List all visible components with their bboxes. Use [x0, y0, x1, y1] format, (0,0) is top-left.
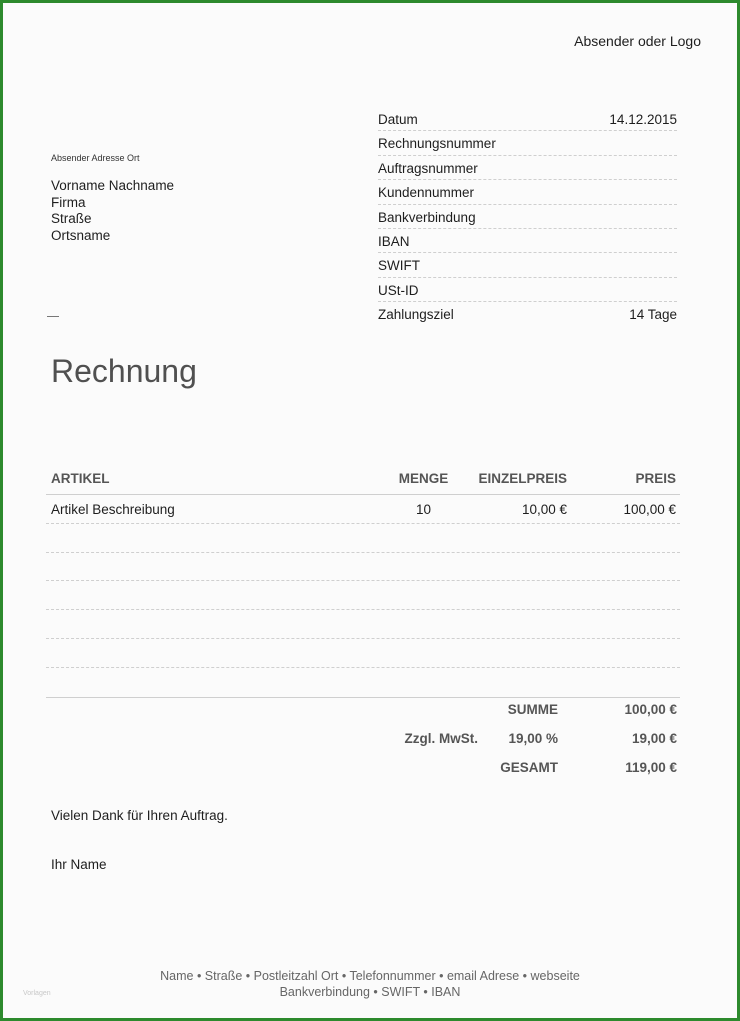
item-article: Artikel Beschreibung — [51, 502, 175, 517]
totals-value: 19,00 € — [631, 731, 677, 746]
invoice-meta-table — [378, 107, 677, 326]
totals-rate: 19,00 % — [508, 731, 558, 746]
totals-label — [378, 695, 478, 724]
table-row — [46, 668, 680, 696]
table-row — [46, 524, 680, 553]
totals-row-total — [378, 753, 680, 782]
table-row — [46, 495, 680, 524]
header-unit-price: EINZELPREIS — [478, 471, 567, 486]
sender-address-line: Absender Adresse Ort — [51, 153, 140, 163]
totals-label: Zzgl. MwSt. — [404, 731, 478, 746]
item-quantity — [386, 553, 461, 581]
header-article: ARTIKEL — [51, 471, 110, 486]
meta-label: USt-ID — [378, 282, 419, 298]
item-unit-price — [461, 553, 571, 581]
recipient-address — [51, 178, 174, 244]
meta-row-date — [378, 107, 677, 131]
meta-label: IBAN — [378, 233, 410, 249]
item-article — [46, 581, 386, 609]
table-row — [46, 553, 680, 582]
signature-name: Ihr Name — [51, 857, 107, 872]
footer-bank-line: Bankverbindung • SWIFT • IBAN — [279, 984, 461, 999]
item-article — [46, 639, 386, 667]
item-price — [571, 581, 680, 609]
meta-label: Rechnungsnummer — [378, 136, 496, 152]
meta-row-bank — [378, 205, 677, 229]
item-quantity — [386, 610, 461, 638]
watermark: Vorlagen — [23, 990, 51, 997]
meta-label: Datum — [378, 112, 418, 127]
totals-block — [378, 695, 680, 782]
table-row — [46, 639, 680, 668]
recipient-street: Straße — [51, 211, 92, 226]
header-quantity: MENGE — [398, 471, 449, 486]
meta-label: SWIFT — [378, 258, 420, 274]
totals-label: SUMME — [507, 702, 558, 717]
totals-value: 100,00 € — [624, 702, 677, 717]
meta-row-swift — [378, 253, 677, 277]
document-title: Rechnung — [51, 353, 197, 389]
item-article — [46, 553, 386, 581]
table-row — [46, 610, 680, 639]
totals-value: 119,00 € — [625, 760, 677, 775]
items-table — [46, 463, 680, 698]
item-price — [571, 524, 680, 552]
items-table-header — [46, 463, 680, 495]
meta-label: Auftragsnummer — [378, 160, 478, 176]
meta-row-order-number — [378, 156, 677, 180]
meta-label: Bankverbindung — [378, 209, 476, 225]
totals-row-sum — [378, 695, 680, 724]
item-unit-price: 10,00 € — [521, 502, 567, 517]
table-row — [46, 581, 680, 610]
item-unit-price — [461, 610, 571, 638]
thank-you-note: Vielen Dank für Ihren Auftrag. — [51, 808, 228, 823]
recipient-name: Vorname Nachname — [51, 178, 175, 193]
fold-mark — [47, 316, 59, 317]
totals-row-vat — [378, 724, 680, 753]
item-price — [571, 639, 680, 667]
item-unit-price — [461, 524, 571, 552]
meta-row-payment-terms — [378, 302, 677, 325]
meta-label: Kundennummer — [378, 185, 475, 201]
meta-row-invoice-number — [378, 131, 677, 155]
item-article — [46, 668, 386, 696]
item-price — [571, 610, 680, 638]
meta-value: 14 Tage — [629, 307, 677, 323]
sender-logo-placeholder: Absender oder Logo — [574, 33, 701, 49]
header-price: PREIS — [635, 471, 676, 486]
item-unit-price — [461, 639, 571, 667]
item-quantity — [386, 639, 461, 667]
item-quantity — [386, 668, 461, 696]
item-quantity — [386, 581, 461, 609]
item-price — [571, 553, 680, 581]
item-quantity: 10 — [415, 502, 432, 517]
recipient-city: Ortsname — [51, 227, 111, 243]
meta-row-iban — [378, 229, 677, 253]
recipient-company: Firma — [51, 194, 86, 210]
totals-label: GESAMT — [500, 760, 558, 775]
item-price — [571, 668, 680, 696]
item-article — [46, 524, 386, 552]
item-quantity — [386, 524, 461, 552]
totals-label — [378, 753, 478, 782]
footer-contact-line: Name • Straße • Postleitzahl Ort • Telefonnummer • email Adrese • webseite — [160, 969, 580, 983]
item-article — [46, 610, 386, 638]
meta-value: 14.12.2015 — [609, 112, 677, 127]
item-price: 100,00 € — [623, 502, 676, 517]
item-unit-price — [461, 668, 571, 696]
meta-row-customer-number — [378, 180, 677, 204]
footer — [3, 969, 737, 1000]
meta-label: Zahlungsziel — [378, 307, 454, 323]
meta-row-vat-id — [378, 278, 677, 302]
item-unit-price — [461, 581, 571, 609]
